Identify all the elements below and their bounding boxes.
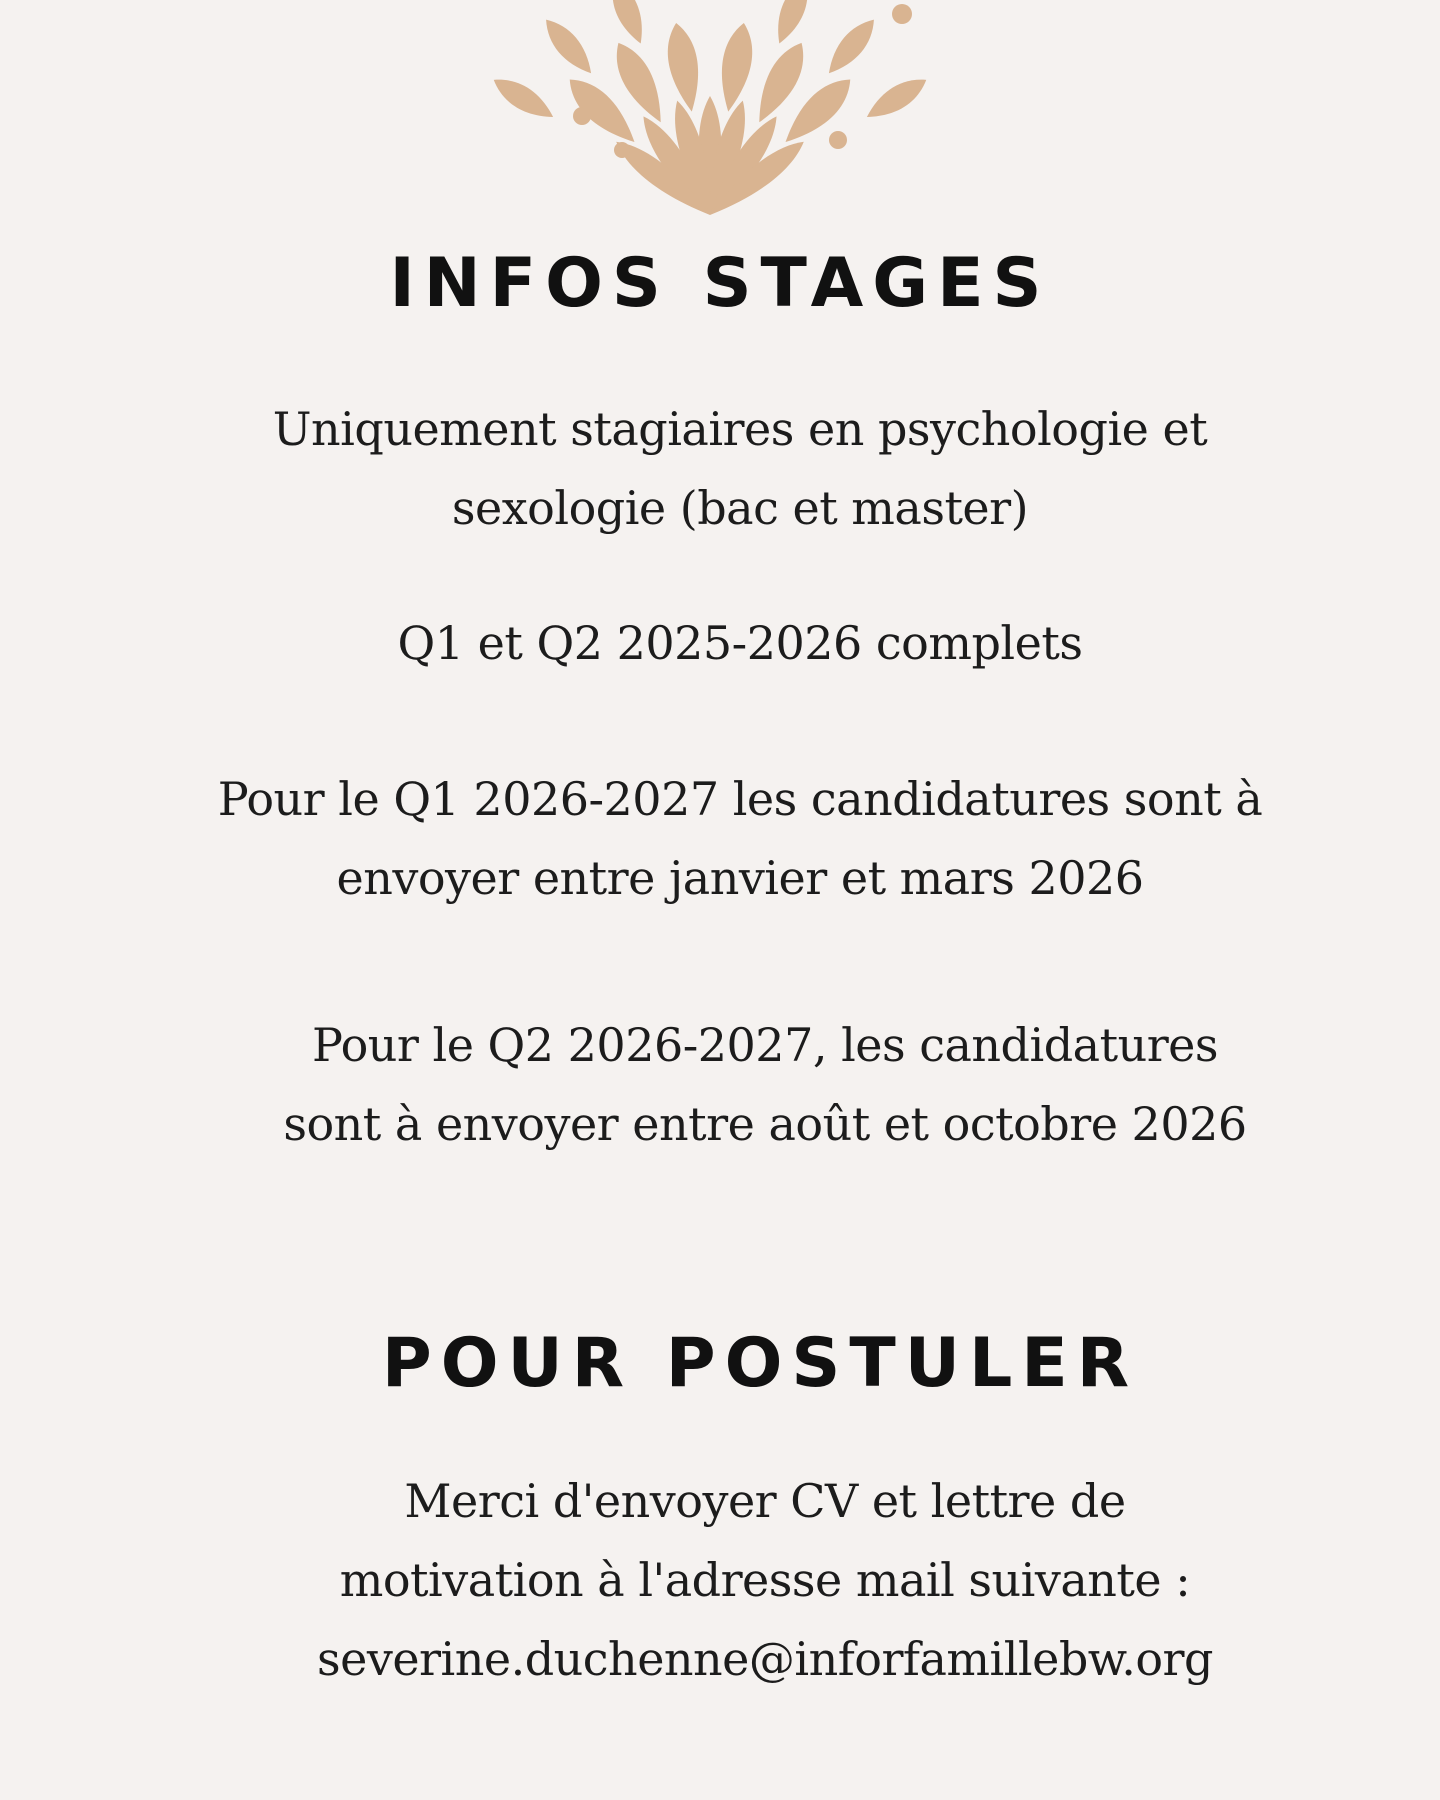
contact-email-link[interactable]: severine.duchenne@inforfamillebw.org	[317, 1632, 1213, 1686]
q1-application-period-text: Pour le Q1 2026-2027 les candidatures sont à envoyer entre janvier et mars 2026	[217, 772, 1263, 905]
eligibility-text: Uniquement stagiaires en psychologie et sexologie (bac et master)	[272, 402, 1208, 535]
pour-postuler-title: POUR POSTULER	[381, 1324, 1139, 1403]
infos-stages-title: INFOS STAGES	[389, 244, 1051, 323]
flower-petals-icon	[490, 0, 930, 230]
q1-q2-status-text: Q1 et Q2 2025-2026 complets	[397, 616, 1083, 670]
apply-instructions-text: Merci d'envoyer CV et lettre de motivation à l'adresse mail suivante :	[339, 1474, 1191, 1607]
q2-application-period-text: Pour le Q2 2026-2027, les candidatures sont à envoyer entre août et octobre 2026	[283, 1018, 1247, 1151]
